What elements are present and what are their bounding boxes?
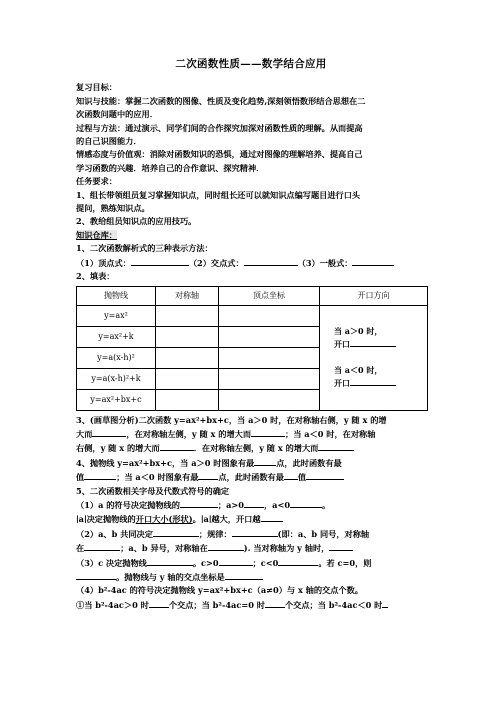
- col-header-direction: 开口方向: [320, 286, 428, 305]
- k3-text: ，在对称轴左侧，y 随 x 的增大而: [126, 428, 252, 439]
- k5-heading: 5、二次函数相关字母及代数式符号的确定: [76, 485, 230, 496]
- row-parabola: y=ax²+k: [77, 326, 156, 347]
- k4-line-2: [76, 470, 426, 484]
- k5-text: ；a>0: [217, 499, 244, 510]
- row-parabola: y=ax²: [77, 305, 156, 326]
- k5-text: 。若 c=0，则: [318, 557, 372, 568]
- vertex-cell[interactable]: [219, 389, 320, 410]
- k5-text: ①当 b²-4ac＞0 时: [76, 599, 149, 610]
- goal-knowledge-1: 知识与技能：掌握二次函数的图像、性质及变化趋势,深刻领悟数形结合思想在二: [76, 95, 366, 106]
- task-1a: 1、组长带领组员复习掌握知识点，同时组长还可以就知识点编写题目进行口头: [76, 189, 361, 200]
- blank[interactable]: [180, 498, 218, 508]
- k5-text: （3）c 决定抛物线: [76, 557, 147, 568]
- k3-text: ；当 a＜0 时，在对称轴: [285, 428, 376, 439]
- axis-cell[interactable]: [156, 326, 219, 347]
- knowledge-warehouse-heading: 知识仓库：: [76, 229, 117, 240]
- k1-heading: 1、二次函数解析式的三种表示方法：: [76, 243, 213, 254]
- dir-pos-open: 开口: [334, 339, 350, 349]
- dir-pos-blank[interactable]: [350, 338, 396, 347]
- blank[interactable]: [265, 598, 285, 608]
- blank[interactable]: [284, 470, 298, 480]
- blank[interactable]: [290, 498, 322, 508]
- general-form-label: （3）一般式：: [297, 257, 353, 268]
- goal-knowledge-2: 次函数问题中的应用．: [76, 109, 158, 120]
- k5-text: 在: [76, 543, 85, 554]
- blank[interactable]: [153, 527, 199, 537]
- intercept-form-blank[interactable]: [244, 256, 298, 266]
- blank[interactable]: [92, 427, 126, 437]
- blank[interactable]: [160, 441, 194, 451]
- blank[interactable]: [219, 556, 253, 566]
- task-2: 2、教给组员知识点的应用技巧。: [76, 216, 197, 227]
- dir-neg-blank[interactable]: [350, 377, 396, 386]
- k5-text: 个交点；当 b²-4ac＜0 时: [284, 599, 383, 610]
- col-header-vertex: 顶点坐标: [219, 286, 320, 305]
- blank[interactable]: [261, 512, 283, 522]
- k4-text: 4、抛物线 y=ax²+bx+c，当 a＞0 时图象有最: [76, 457, 255, 468]
- k2-heading: 2、填表：: [76, 271, 115, 282]
- k3-text: 右侧，y 随 x 的增大而: [76, 443, 160, 454]
- vertex-cell[interactable]: [219, 347, 320, 368]
- vertex-cell[interactable]: [219, 305, 320, 326]
- blank[interactable]: [225, 570, 263, 580]
- goal-process-2: 的自己识图能力．: [76, 136, 142, 147]
- direction-cell[interactable]: [320, 305, 428, 410]
- axis-cell[interactable]: [156, 347, 219, 368]
- k4-line-1: [76, 456, 426, 470]
- row-parabola: y=a(x-h)²+k: [77, 368, 156, 389]
- k5-text: （2）a、b 共同决定: [76, 528, 153, 539]
- goal-attitude-1: 情感态度与价值观：消除对函数知识的恐惧，通过对图像的理解培养、提高自己: [76, 149, 363, 160]
- k3-text: ．在对称轴左侧，y 随 x 的增大而: [193, 443, 319, 454]
- blank[interactable]: [382, 598, 388, 608]
- k5-underlined: 开口大小(形状): [135, 514, 193, 525]
- axis-cell[interactable]: [156, 368, 219, 389]
- page-title: 二次函数性质——数学结合应用: [175, 58, 327, 70]
- k5-text: ；规律：: [198, 528, 232, 539]
- col-header-axis: 对称轴: [156, 286, 219, 305]
- blank[interactable]: [318, 441, 354, 451]
- blank[interactable]: [149, 598, 169, 608]
- k5-text: 个交点；当 b²-4ac=0 时: [168, 599, 265, 610]
- blank[interactable]: [76, 570, 116, 580]
- goal-attitude-2: 学习函数的兴趣．培养自己的合作意识、探究精神．: [76, 162, 265, 173]
- k5-text: 。c>0: [192, 557, 219, 568]
- k4-text: 值: [297, 472, 307, 483]
- k5-2: [76, 527, 426, 541]
- task-heading: 任务要求：: [76, 176, 117, 187]
- vertex-form-blank[interactable]: [131, 256, 189, 266]
- k5-text: 。抛物线与 y 轴的交点坐标是: [116, 571, 225, 582]
- k3-line-2: [76, 427, 426, 441]
- dir-pos-label: 当 a＞0 时，: [334, 326, 383, 336]
- properties-table: [76, 286, 428, 411]
- document-page: [76, 58, 426, 612]
- axis-cell[interactable]: [156, 305, 219, 326]
- blank[interactable]: [278, 556, 318, 566]
- k5-4a: [76, 598, 426, 612]
- row-parabola: y=ax²+bx+c: [77, 389, 156, 410]
- k5-text: ；c<0: [252, 557, 279, 568]
- k5-abs: [76, 512, 426, 526]
- col-header-parabola: 抛物线: [77, 286, 156, 305]
- general-form-blank[interactable]: [352, 256, 394, 266]
- table-row: [77, 305, 428, 326]
- dir-neg-label: 当 a＜0 时，: [334, 365, 383, 375]
- goal-process-1: 过程与方法：通过演示、同学们间的合作探究加深对函数性质的理解。从而提高: [76, 122, 363, 133]
- blank[interactable]: [306, 470, 344, 480]
- k5-text: ∣a∣决定抛物线的: [76, 514, 136, 525]
- k5-text: 。∣a∣越大，开口越: [192, 514, 261, 525]
- k5-4: （4）b²-4ac 的符号决定抛物线 y=ax²+bx+c（a≠0）与 x 轴的交点个数。: [76, 585, 363, 596]
- k5-text: （1）a 的符号决定抛物线的: [76, 499, 180, 510]
- task-1b: 提问，熟练知识点。: [76, 203, 150, 214]
- k5-3b: [76, 570, 426, 584]
- k3-text: 大而: [76, 428, 93, 439]
- blank[interactable]: [244, 498, 264, 508]
- vertex-form-label: （1）顶点式：: [76, 257, 131, 268]
- k5-text: ，a<0: [263, 499, 291, 510]
- k1-forms: [76, 256, 426, 270]
- k4-text: 点，此时函数有最: [218, 472, 284, 483]
- k5-text: ). 当对称轴为 y 轴时，: [243, 543, 330, 554]
- vertex-cell[interactable]: [219, 368, 320, 389]
- k4-text: 点，此时函数有最: [276, 457, 342, 468]
- blank[interactable]: [198, 470, 218, 480]
- k5-1: [76, 498, 426, 512]
- blank[interactable]: [84, 541, 120, 551]
- blank[interactable]: [329, 541, 353, 551]
- blank[interactable]: [84, 470, 116, 480]
- k4-text: ；当 a＜0 时图象有最: [116, 472, 199, 483]
- k3-line-1: 3、(画草图分析)二次函数 y=ax²+bx+c，当 a＞0 时，在对称轴右侧，y 随 x 的增: [76, 414, 387, 425]
- row-parabola: y=a(x-h)²: [77, 347, 156, 368]
- review-heading: 复习目标：: [76, 82, 117, 93]
- k4-text: 值: [76, 472, 85, 483]
- intercept-form-label: （2）交点式：: [188, 257, 244, 268]
- axis-cell[interactable]: [156, 389, 219, 410]
- k5-text: (即：a、b 同号，对称轴: [277, 528, 370, 539]
- blank[interactable]: [232, 527, 278, 537]
- k5-2b: [76, 541, 426, 555]
- k5-3: [76, 556, 426, 570]
- k3-line-3: [76, 441, 426, 455]
- blank[interactable]: [254, 456, 276, 466]
- vertex-cell[interactable]: [219, 326, 320, 347]
- blank[interactable]: [251, 427, 285, 437]
- k5-text: 。: [322, 499, 331, 510]
- blank[interactable]: [208, 541, 244, 551]
- blank[interactable]: [147, 556, 193, 566]
- dir-neg-open: 开口: [334, 378, 350, 388]
- k5-text: ；a、b 异号，对称轴在: [120, 543, 208, 554]
